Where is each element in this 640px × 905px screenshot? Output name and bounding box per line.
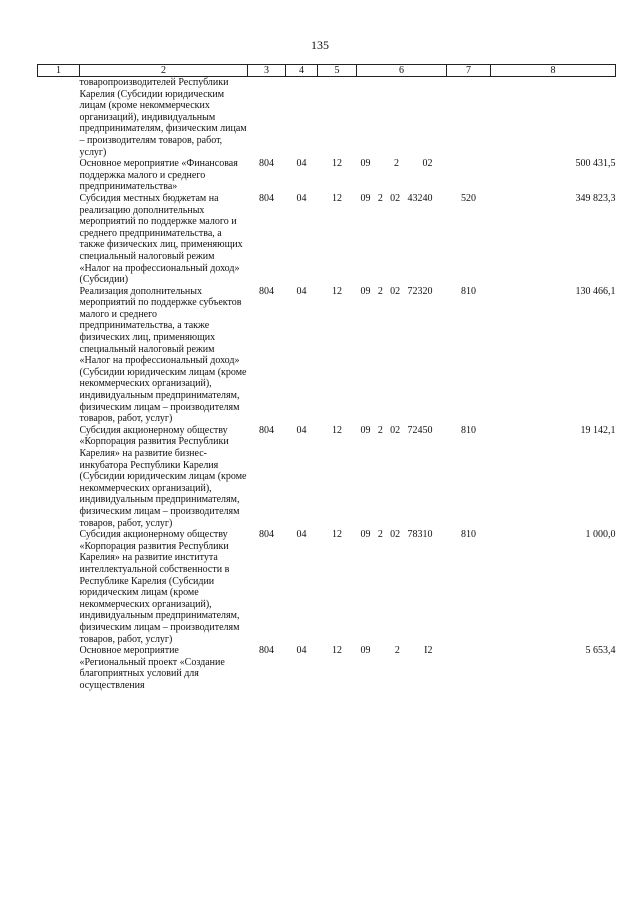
- csr-part: 78310: [407, 529, 433, 541]
- table-row: [38, 77, 616, 159]
- column-header: 7: [447, 65, 491, 77]
- code-cell: 04: [296, 529, 307, 541]
- empty-cell: [38, 286, 80, 425]
- code-cell: 804: [259, 424, 274, 436]
- code-cell: 12: [332, 645, 342, 657]
- code-cell: 04: [296, 645, 307, 657]
- empty-cell: [38, 193, 80, 286]
- csr-cell: [357, 425, 447, 529]
- empty-cell: [38, 77, 80, 159]
- csr-part: 72450: [407, 424, 433, 436]
- table-row: [38, 286, 616, 425]
- csr-part: 09: [360, 529, 371, 541]
- amount-cell: 130 466,1: [575, 285, 616, 297]
- csr-cell: [357, 645, 447, 691]
- column-header: 5: [318, 65, 357, 77]
- csr-part: 09: [360, 192, 371, 204]
- code-cell: [286, 77, 318, 159]
- table-row: [38, 158, 616, 193]
- code-cell: 12: [332, 192, 342, 204]
- code-cell: 04: [296, 285, 307, 297]
- csr-cell: [357, 286, 447, 425]
- code-cell: 04: [296, 158, 307, 170]
- csr-part: 2: [377, 285, 383, 297]
- csr-part: 2: [394, 645, 400, 657]
- amount-cell: 349 823,3: [575, 192, 616, 204]
- column-header: 3: [248, 65, 286, 77]
- row-name: Субсидия местных бюджетам на реализацию дополнительных мероприятий по поддержке малого и среднего предпринимательства, а также физических лиц, применяющих специальный налоговый режим «Налог на профессиональный доход» (Субсидии): [79, 192, 243, 286]
- code-cell: 12: [332, 529, 342, 541]
- code-cell: [318, 77, 357, 159]
- table-header: [38, 65, 616, 77]
- row-name: товаропроизводителей Республики Карелия (Субсидии юридическим лицам (кроме некоммерческих организаций), индивидуальным предпринимателям, физическим лицам – производителям товаров, работ, услуг): [79, 77, 247, 158]
- code-cell: 520: [461, 192, 476, 204]
- csr-part: 09: [360, 645, 371, 657]
- csr-part: 02: [422, 158, 433, 170]
- table-body: [38, 77, 616, 692]
- column-header: 8: [491, 65, 616, 77]
- code-cell: [447, 645, 491, 691]
- code-cell: 804: [259, 192, 274, 204]
- row-name: Реализация дополнительных мероприятий по поддержке субъектов малого и среднего предпринимательства, а также физических лиц, применяющих специальный налоговый режим «Налог на профессиональный доход» (Субсидии юридическим лицам (кроме некоммерческих организаций), индивидуальным предпринимателям, физическим лицам – производителям товаров, работ, услуг): [79, 285, 247, 425]
- page-number: 135: [311, 38, 329, 52]
- code-cell: [447, 158, 491, 193]
- csr-part: 2: [394, 158, 399, 170]
- csr-cell: [357, 193, 447, 286]
- empty-cell: [38, 425, 80, 529]
- column-header: 1: [38, 65, 80, 77]
- row-name: Субсидия акционерному обществу «Корпорация развития Республики Карелия» на развитие бизнес-инкубатора Республики Карелия (Субсидии юридическим лицам (кроме некоммерческих организаций), индивидуальным предпринимателям, физическим лицам – производителям товаров, работ, услуг): [79, 424, 247, 529]
- code-cell: [248, 77, 286, 159]
- code-cell: 804: [259, 285, 274, 297]
- amount-cell: [491, 77, 616, 159]
- csr-part: 2: [377, 192, 383, 204]
- column-header: 2: [80, 65, 248, 77]
- code-cell: 12: [332, 285, 342, 297]
- csr-part: 09: [360, 285, 371, 297]
- csr-part: I2: [424, 645, 433, 657]
- row-name: Субсидия акционерному обществу «Корпорация развития Республики Карелия» на развитие института интеллектуальной собственности в Республике Карелия (Субсидии юридическим лицам (кроме некоммерческих организаций), индивидуальным предпринимателям, физическим лицам – производителям товаров, работ, услуг): [79, 529, 240, 645]
- csr-part: 02: [390, 529, 401, 541]
- empty-cell: [38, 645, 80, 691]
- code-cell: 04: [296, 192, 307, 204]
- code-cell: 804: [259, 158, 274, 170]
- table-row: [38, 529, 616, 645]
- code-cell: 804: [259, 645, 274, 657]
- amount-cell: 1 000,0: [585, 529, 616, 541]
- csr-cell: [357, 77, 447, 159]
- csr-part: 02: [390, 285, 401, 297]
- csr-part: 02: [390, 424, 401, 436]
- amount-cell: 19 142,1: [580, 424, 616, 436]
- code-cell: 810: [461, 529, 476, 541]
- csr-part: 72320: [407, 285, 433, 297]
- amount-cell: 500 431,5: [575, 158, 616, 170]
- code-cell: 04: [296, 424, 307, 436]
- csr-part: 09: [360, 424, 371, 436]
- empty-cell: [38, 158, 80, 193]
- empty-cell: [38, 529, 80, 645]
- code-cell: 12: [332, 424, 342, 436]
- csr-part: 2: [377, 529, 383, 541]
- code-cell: [447, 77, 491, 159]
- table-row: [38, 425, 616, 529]
- code-cell: 804: [259, 529, 274, 541]
- csr-part: 43240: [407, 192, 433, 204]
- amount-cell: 5 653,4: [585, 645, 616, 657]
- csr-part: 02: [390, 192, 401, 204]
- column-header: 4: [286, 65, 318, 77]
- row-name: Основное мероприятие «Финансовая поддержка малого и среднего предпринимательства»: [79, 158, 238, 193]
- row-name: Основное мероприятие «Региональный проект «Создание благоприятных условий для осуществления: [79, 645, 225, 691]
- code-cell: 810: [461, 424, 476, 436]
- csr-part: 2: [377, 424, 383, 436]
- csr-cell: [357, 529, 447, 645]
- table-row: [38, 193, 616, 286]
- table-row: [38, 645, 616, 691]
- csr-part: 09: [360, 158, 371, 170]
- budget-table: [37, 64, 616, 691]
- column-header: 6: [357, 65, 447, 77]
- code-cell: 810: [461, 285, 476, 297]
- code-cell: 12: [332, 158, 342, 170]
- csr-cell: [357, 158, 447, 193]
